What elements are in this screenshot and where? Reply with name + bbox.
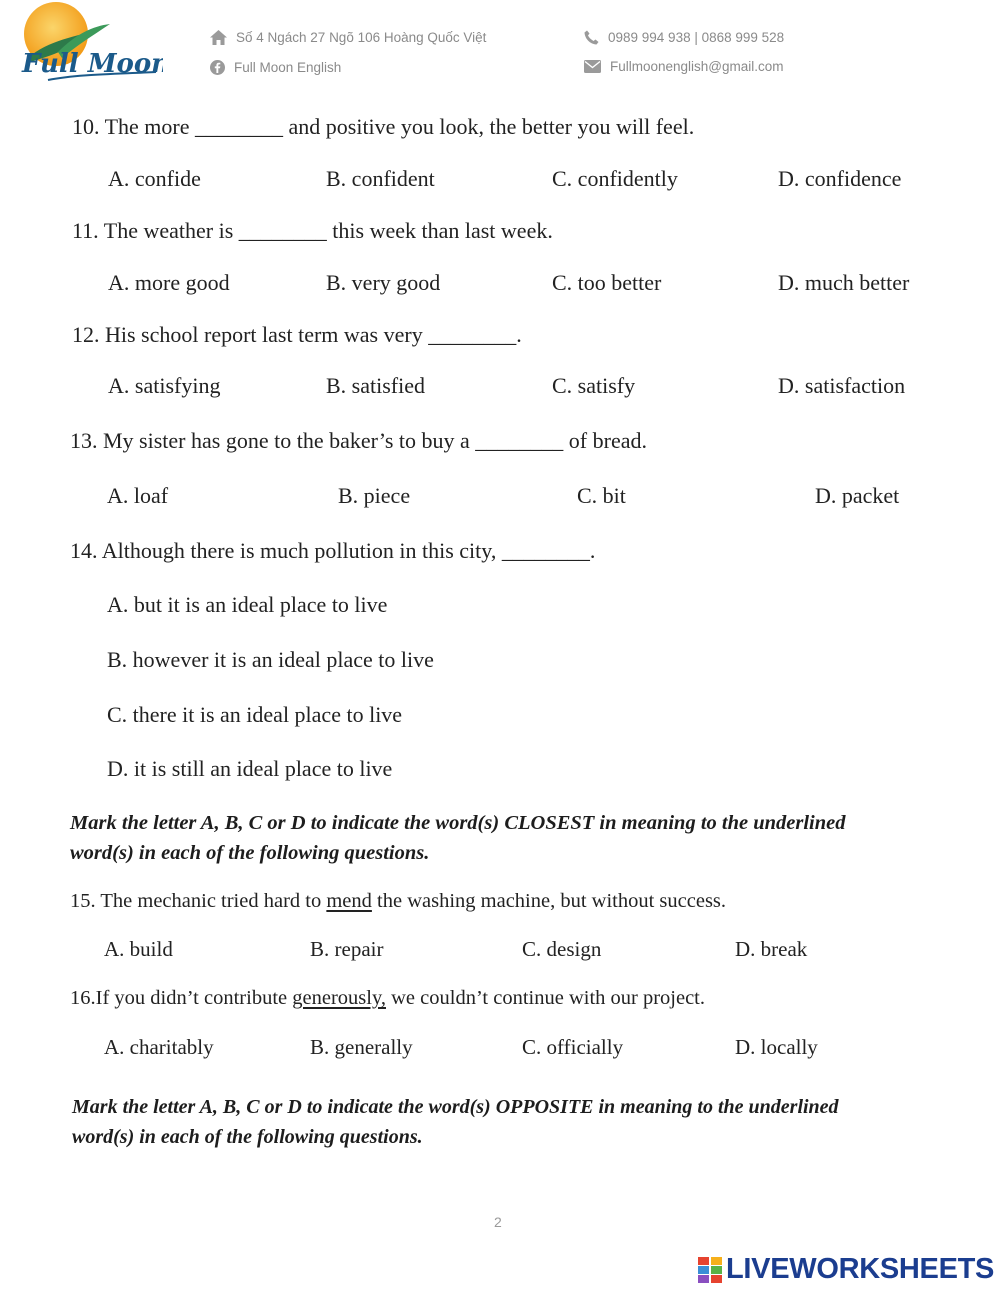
q12-option-a[interactable]: A. satisfying: [108, 373, 221, 398]
question-13: 13. My sister has gone to the baker’s to buy a ________ of bread.: [70, 428, 647, 453]
svg-text:Full Moon: Full Moon: [22, 49, 163, 79]
liveworksheets-text[interactable]: LIVEWORKSHEETS: [726, 1253, 995, 1285]
q16-text-after: we couldn’t continue with our project.: [386, 987, 706, 1009]
instruction-closest-line-1: Mark the letter A, B, C or D to indicate the word(s) CLOSEST in meaning to the underlined: [70, 812, 846, 834]
q11-option-a[interactable]: A. more good: [108, 270, 230, 295]
question-10: 10. The more ________ and positive you look, the better you will feel.: [72, 114, 695, 139]
email-text[interactable]: Fullmoonenglish@gmail.com: [610, 59, 784, 74]
q15-text-after: the washing machine, but without success.: [371, 890, 727, 912]
instruction-opposite-line-2: word(s) in each of the following questions.: [72, 1126, 423, 1148]
q10-option-a[interactable]: A. confide: [108, 166, 201, 191]
q13-option-a[interactable]: A. loaf: [107, 483, 169, 508]
q14-option-a[interactable]: A. but it is an ideal place to live: [107, 592, 388, 617]
q16-option-d[interactable]: D. locally: [735, 1035, 818, 1059]
q16-option-a[interactable]: A. charitably: [104, 1035, 214, 1059]
q14-option-b[interactable]: B. however it is an ideal place to live: [107, 647, 434, 672]
q12-option-c[interactable]: C. satisfy: [552, 373, 636, 398]
q13-option-c[interactable]: C. bit: [577, 483, 626, 508]
q10-option-c[interactable]: C. confidently: [552, 166, 678, 191]
instruction-closest: [70, 808, 950, 868]
q11-option-b[interactable]: B. very good: [326, 270, 441, 295]
q15-option-c[interactable]: C. design: [522, 937, 602, 961]
q13-option-d[interactable]: D. packet: [815, 483, 900, 508]
instruction-opposite-line-1: Mark the letter A, B, C or D to indicate the word(s) OPPOSITE in meaning to the underlined: [72, 1096, 839, 1118]
q15-option-b[interactable]: B. repair: [310, 937, 384, 961]
q10-option-b[interactable]: B. confident: [326, 166, 435, 191]
full-moon-logo: [18, 0, 163, 92]
question-12: 12. His school report last term was very ________.: [72, 322, 522, 347]
q15-text-before: 15. The mechanic tried hard to: [70, 890, 327, 912]
facebook-icon: [210, 60, 225, 75]
mail-icon: [584, 60, 601, 73]
q14-option-c[interactable]: C. there it is an ideal place to live: [107, 702, 403, 727]
q16-text-before: 16.If you didn’t contribute: [70, 987, 293, 1009]
facebook-text[interactable]: Full Moon English: [234, 60, 342, 75]
liveworksheets-logo-icon: [698, 1257, 722, 1283]
q16-option-b[interactable]: B. generally: [310, 1035, 413, 1059]
liveworksheets-brand[interactable]: [698, 1253, 994, 1286]
header-address: [210, 30, 486, 45]
phone-text[interactable]: 0989 994 938 | 0868 999 528: [608, 30, 785, 45]
question-14: 14. Although there is much pollution in this city, ________.: [70, 538, 596, 563]
q12-option-b[interactable]: B. satisfied: [326, 373, 425, 398]
q15-underlined-word: mend: [326, 890, 372, 912]
q11-option-d[interactable]: D. much better: [778, 270, 910, 295]
q11-option-c[interactable]: C. too better: [552, 270, 662, 295]
address-text: Số 4 Ngách 27 Ngõ 106 Hoàng Quốc Việt: [236, 30, 487, 45]
instruction-opposite: [72, 1092, 952, 1152]
header-email: [584, 59, 784, 74]
question-15: [70, 890, 726, 913]
q16-underlined-word: generously,: [292, 987, 386, 1009]
question-11: 11. The weather is ________ this week than last week.: [72, 218, 553, 243]
q13-option-b[interactable]: B. piece: [338, 483, 411, 508]
phone-icon: [584, 30, 599, 45]
instruction-closest-line-2: word(s) in each of the following questions.: [70, 842, 430, 864]
q12-option-d[interactable]: D. satisfaction: [778, 373, 906, 398]
header-phone: [584, 30, 784, 45]
q15-option-d[interactable]: D. break: [735, 937, 808, 961]
q14-option-d[interactable]: D. it is still an ideal place to live: [107, 756, 393, 781]
q15-option-a[interactable]: A. build: [104, 937, 173, 961]
q16-option-c[interactable]: C. officially: [522, 1035, 624, 1059]
page-number: 2: [494, 1214, 502, 1230]
home-icon: [210, 30, 227, 45]
q10-option-d[interactable]: D. confidence: [778, 166, 902, 191]
header-facebook: [210, 60, 341, 75]
question-16: [70, 987, 705, 1010]
